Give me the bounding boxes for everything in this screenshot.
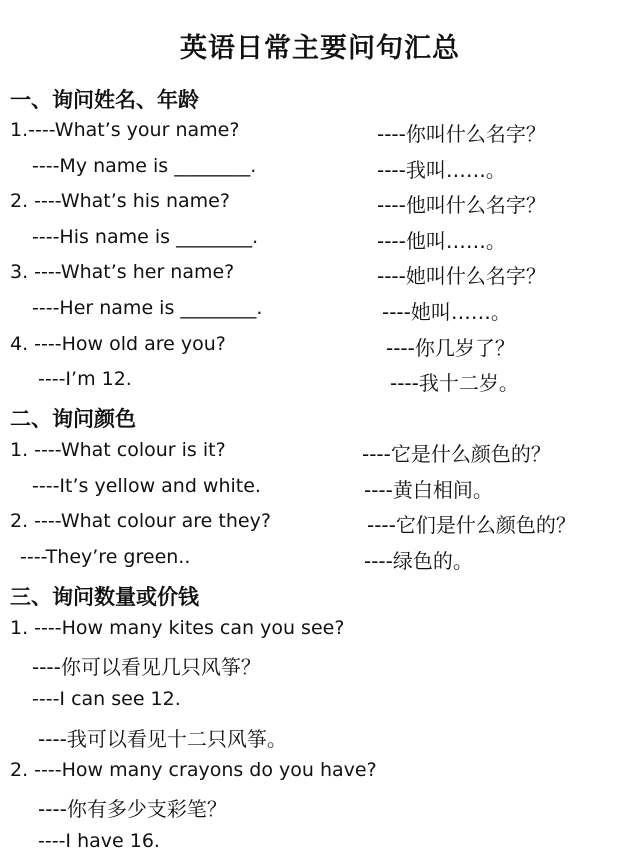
section-heading-name-age: 一、询问姓名、年龄 bbox=[10, 88, 199, 112]
answer-en: ----I’m 12. bbox=[38, 368, 132, 390]
question-en: 1.----What’s your name? bbox=[10, 119, 240, 141]
answer-en: ----My name is ________. bbox=[32, 155, 257, 177]
answer-en: ----I have 16. bbox=[38, 830, 160, 852]
question-zh: ----你叫什么名字？ bbox=[377, 122, 546, 146]
question-en: 2. ----What colour are they? bbox=[10, 510, 271, 532]
question-zh: ----她叫什么名字？ bbox=[377, 264, 546, 288]
question-zh: ----它们是什么颜色的？ bbox=[367, 513, 576, 537]
answer-zh: ----黄白相间。 bbox=[364, 478, 493, 502]
question-en: 2. ----How many crayons do you have? bbox=[10, 759, 377, 781]
question-zh: ----你几岁了？ bbox=[386, 336, 515, 360]
answer-en: ----It’s yellow and white. bbox=[32, 475, 261, 497]
answer-en: ----Her name is ________. bbox=[32, 297, 263, 319]
question-en: 2. ----What’s his name? bbox=[10, 190, 230, 212]
question-en: 1. ----What colour is it? bbox=[10, 439, 226, 461]
answer-zh: ----我可以看见十二只风筝。 bbox=[38, 727, 287, 751]
answer-en: ----They’re green.. bbox=[20, 546, 191, 568]
answer-zh: ----她叫……。 bbox=[382, 300, 511, 324]
question-en: 3. ----What’s her name? bbox=[10, 261, 235, 283]
answer-en: ----His name is ________. bbox=[32, 226, 259, 248]
answer-zh: ----绿色的。 bbox=[364, 549, 473, 573]
answer-zh: ----他叫……。 bbox=[377, 229, 506, 253]
answer-en: ----I can see 12. bbox=[32, 688, 181, 710]
question-en: 4. ----How old are you? bbox=[10, 333, 226, 355]
question-zh: ----你有多少支彩笔？ bbox=[38, 797, 227, 821]
question-zh: ----它是什么颜色的？ bbox=[362, 442, 551, 466]
question-zh: ----他叫什么名字？ bbox=[377, 193, 546, 217]
section-heading-colour: 二、询问颜色 bbox=[10, 407, 136, 431]
question-zh: ----你可以看见几只风筝？ bbox=[32, 655, 261, 679]
question-en: 1. ----How many kites can you see? bbox=[10, 617, 345, 639]
answer-zh: ----我叫……。 bbox=[377, 158, 506, 182]
page-title: 英语日常主要问句汇总 bbox=[180, 33, 460, 64]
section-heading-quantity-price: 三、询问数量或价钱 bbox=[10, 585, 199, 609]
answer-zh: ----我十二岁。 bbox=[390, 371, 519, 395]
